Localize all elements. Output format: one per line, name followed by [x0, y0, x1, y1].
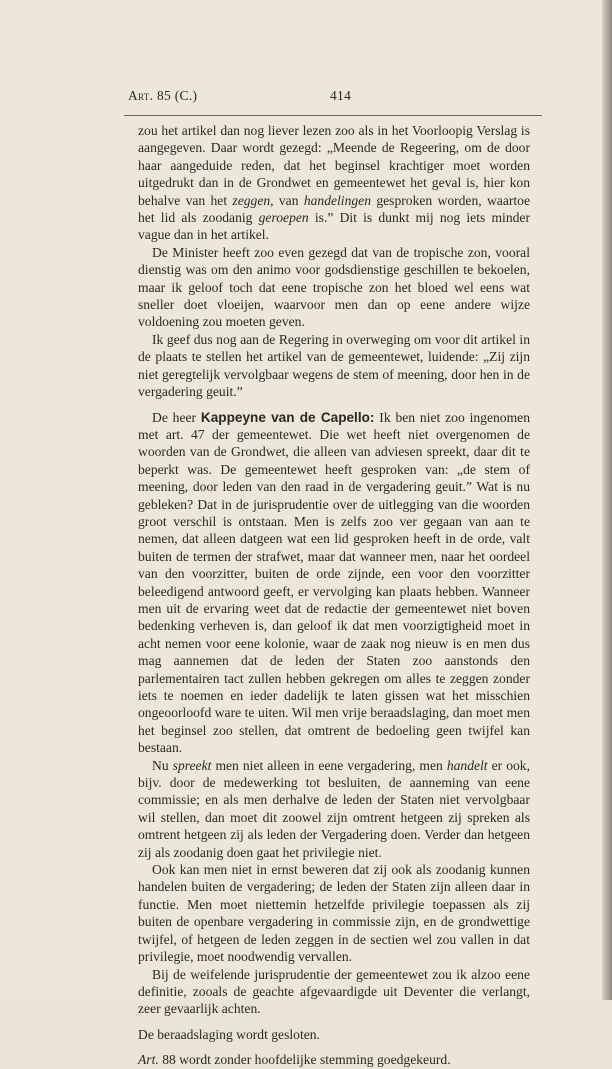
page-edge-shadow	[602, 0, 612, 1000]
header-rule	[124, 115, 542, 116]
paragraph-8: De beraadslaging wordt gesloten.	[138, 1026, 320, 1042]
paragraph-7: Bij de weifelende jurisprudentie der gemeentewet zou ik alzoo eene definitie, zooals de geachte afgevaardigde uit Deventer die verlangt, zeer gevaarlijk achten.	[138, 966, 530, 1017]
paragraph-9: Art. 88 wordt zonder hoofdelijke stemming goedgekeurd.	[138, 1052, 451, 1068]
paragraph-2: De Minister heeft zoo even gezegd dat van de tropische zon, vooral dienstig was om den animo voor godsdienstige geschillen te bekoelen, maar ik geloof toch dat eene tropische zon het bloed wel eens wat sneller doet vloeijen, waarvoor men dan op eene andere wijze voldoening zou moeten geven.	[138, 244, 530, 330]
paragraph-speaker: De heer Kappeyne van de Capello: Ik ben niet zoo ingenomen met art. 47 der gemeentewet. Die wet heeft niet overgenomen de woorden van de Grondwet, die alleen van adviesen spreekt, daar dit te beperkt was. De gemeentewet heeft gesproken van: „de stem of meening, door leden van den raad in de vergadering geuit.” Wat is nu gebleken? Dat in de jurisprudentie over de uitlegging van die woorden groot verschil is ontstaan. Men is zelfs zoo ver gegaan van aan te nemen, dat alleen datgeen wat een lid gesproken heeft in de orde, valt buiten de termen der strafwet, maar dat wanneer men, naar het oordeel van den voorzitter, buiten de orde zijnde, een voor den voorzitter beleedigend antwoord geeft, er vervolging kan plaats hebben. Wanneer men uit de ervaring weet dat de redactie der gemeentewet niet boven bedenking verheven is, dan geloof ik dat men voorzigtigheid moet in acht nemen voor eene kolonie, waar de zaak nog nieuw is en men dus mag aannemen dat de leden der Staten zoo aanstonds den parlementairen tact zullen hebben gekregen om alles te zeggen zonder iets te noemen en ieder dadelijk te laten gissen wat het misschien ongeoorloofd ware te uiten. Wil men vrije beraadslaging, dan moet men het beginsel zoo stellen, dat omtrent de bedoeling geen twijfel kan bestaan.	[138, 409, 530, 756]
page-number: 414	[330, 88, 352, 103]
paragraph-5: Nu spreekt men niet alleen in eene vergadering, men handelt er ook, bijv. door de medewerking tot besluiten, de aanneming van eene commissie; en als men derhalve de leden der Staten niet vervolgbaar wil stellen, dan moet dit zoowel zijn omtrent hetgeen zij spreken als omtrent hetgeen zij als leden der Vergadering doen. Verder dan hetgeen zij als zoodanig doen gaat het privilegie niet.	[138, 757, 530, 860]
running-header	[128, 88, 536, 108]
speaker-name: Kappeyne van de Capello:	[200, 409, 375, 425]
body-text	[138, 122, 530, 1069]
paragraph-3: Ik geef dus nog aan de Regering in overweging om voor dit artikel in de plaats te stellen het artikel van de gemeentewet, luidende: „Zij zijn niet geregtelijk vervolgbaar wegens de stem of meening, door hen in de vergadering geuit.”	[138, 331, 530, 400]
paragraph-1: zou het artikel dan nog liever lezen zoo als in het Voorloopig Verslag is aangegeven. Daar wordt gezegd: „Meende de Regeering, om de door haar aangeduide reden, dat het beginsel krachtiger moet worden uitgedrukt dan in de Grondwet en gemeentewet het geval is, hier kon behalve van het zeggen, van handelingen gesproken worden, waartoe het lid als zoodanig geroepen is.” Dit is dunkt mij nog iets minder vague dan in het artikel.	[138, 123, 530, 243]
paragraph-6: Ook kan men niet in ernst beweren dat zij ook als zoodanig kunnen handelen buiten de vergadering; de leden der Staten zijn alleen daar in functie. Men moet niettemin hetzelfde privilegie toepassen als zij buiten de openbare vergadering in commissie zijn, en de grondwettige twijfel, of hetgeen de leden zeggen in de sectien wel zou vallen in dat privilegie, moet noodwendig vervallen.	[138, 862, 530, 965]
header-article-ref: Art. 85 (C.)	[128, 88, 198, 103]
